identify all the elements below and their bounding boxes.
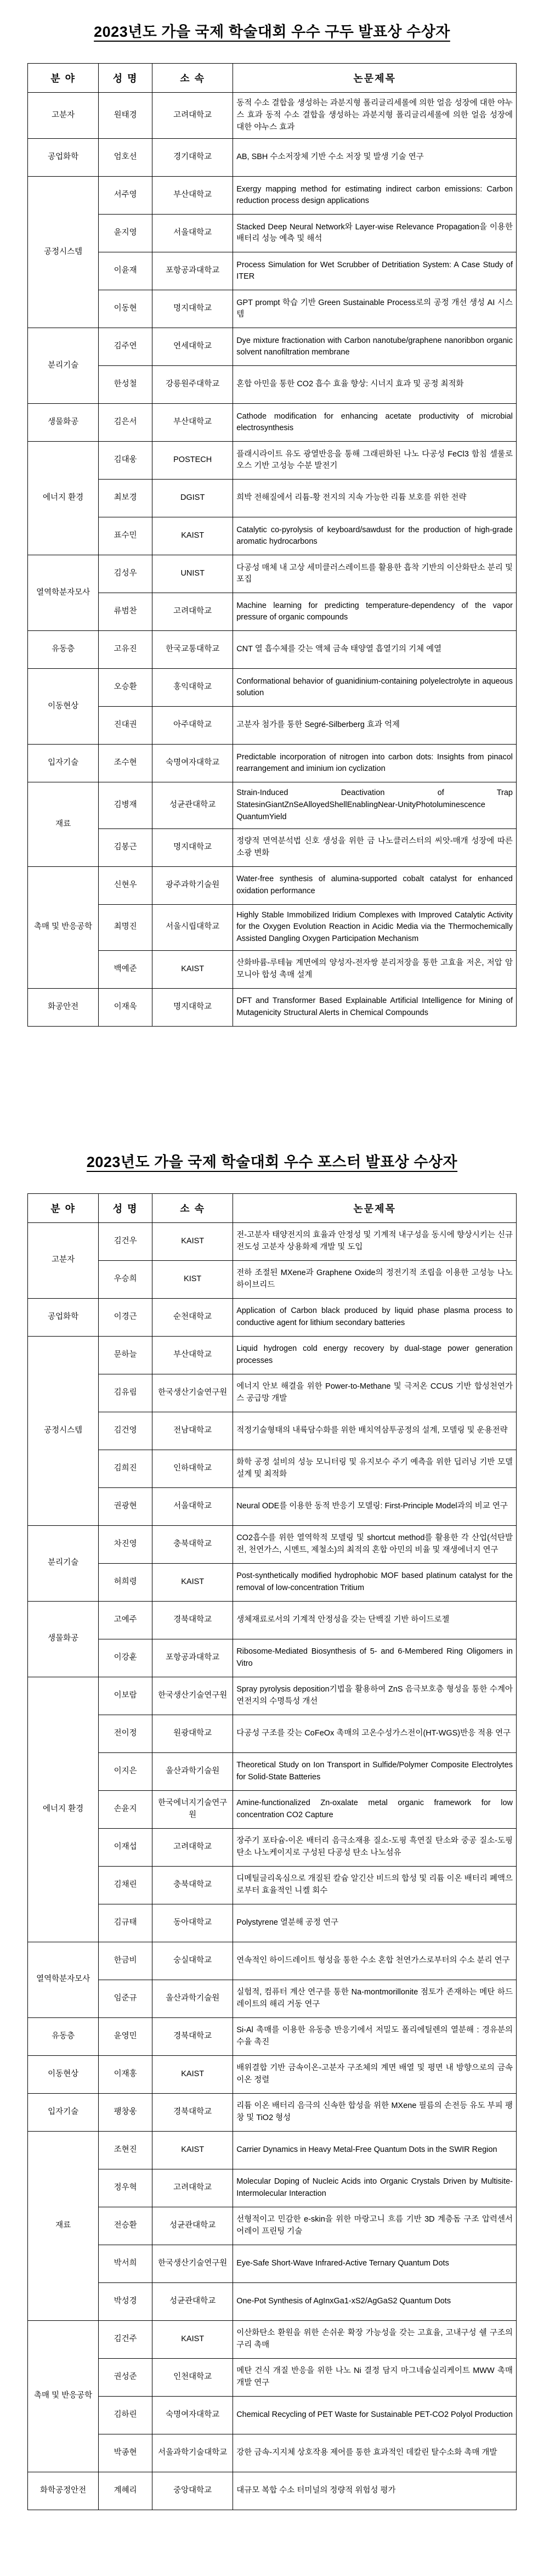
affiliation-cell: 동아대학교 [152,1904,233,1942]
name-cell: 엄호선 [99,139,152,177]
table-row [28,2358,517,2396]
paper-title-cell: Predictable incorporation of nitrogen into carbon dots: Insights from pinacol rearrangement and iminium ion cyclization [233,745,517,782]
affiliation-cell: KAIST [152,2320,233,2358]
name-cell: 이동현 [99,290,152,328]
affiliation-cell: 울산과학기술원 [152,1980,233,2017]
table-row [28,2169,517,2207]
affiliation-cell: 숙명여자대학교 [152,745,233,782]
affiliation-cell: 성균관대학교 [152,782,233,828]
paper-title-cell: CNT 열 흡수체를 갖는 액체 금속 태양열 흡열기의 기체 예열 [233,631,517,669]
table-row [28,1563,517,1601]
table-row [28,290,517,328]
table-row [28,2245,517,2282]
affiliation-cell: 경북대학교 [152,1601,233,1639]
affiliation-cell: 경기대학교 [152,139,233,177]
affiliation-cell: 숙명여자대학교 [152,2396,233,2434]
paper-title-cell: 산화바륨-루테늄 계면에의 양성자-전자쌍 분리저장을 통한 고효율 저온, 저압 암모니아 합성 촉매 설계 [233,950,517,988]
paper-title-cell: Cathode modification for enhancing acetate productivity of microbial electrosynthesis [233,404,517,442]
table-row [28,1412,517,1450]
column-header-field: 분 야 [28,64,99,93]
affiliation-cell: 포항공과대학교 [152,1639,233,1677]
name-cell: 이경근 [99,1298,152,1336]
table-row [28,593,517,631]
table-row [28,215,517,252]
paper-title-cell: 혼합 아민을 통한 CO2 흡수 효율 향상: 시너지 효과 및 공정 최적화 [233,366,517,404]
name-cell: 진대권 [99,707,152,745]
field-cell: 유동층 [28,631,99,669]
table-row [28,1752,517,1790]
oral-awards-title: 2023년도 가을 국제 학술대회 우수 구두 발표상 수상자 [94,24,450,40]
paper-title-cell: Process Simulation for Wet Scrubber of Detritiation System: A Case Study of ITER [233,252,517,290]
name-cell: 차진영 [99,1525,152,1563]
header-row [28,1193,517,1222]
affiliation-cell: 충북대학교 [152,1866,233,1904]
affiliation-cell: 인하대학교 [152,1450,233,1487]
paper-title-cell: Eye-Safe Short-Wave Infrared-Active Ternary Quantum Dots [233,2245,517,2282]
name-cell: 표수민 [99,517,152,555]
name-cell: 김채린 [99,1866,152,1904]
table-row [28,1980,517,2017]
paper-title-cell: Polystyrene 열분해 공정 연구 [233,1904,517,1942]
table-row [28,555,517,593]
field-cell: 공정시스템 [28,1336,99,1525]
table-row [28,139,517,177]
table-row [28,1336,517,1374]
affiliation-cell: KAIST [152,517,233,555]
field-cell: 이동현상 [28,2055,99,2093]
paper-title-cell: Theoretical Study on Ion Transport in Sulfide/Polymer Composite Electrolytes for Solid-State Batteries [233,1752,517,1790]
affiliation-cell: KAIST [152,2131,233,2169]
name-cell: 김유림 [99,1374,152,1412]
affiliation-cell: 원광대학교 [152,1715,233,1752]
paper-title-cell: Ribosome-Mediated Biosynthesis of 5- and 6-Membered Ring Oligomers in Vitro [233,1639,517,1677]
affiliation-cell: 아주대학교 [152,707,233,745]
table-row [28,1450,517,1487]
name-cell: 한성철 [99,366,152,404]
name-cell: 팽창웅 [99,2093,152,2131]
name-cell: 이지은 [99,1752,152,1790]
affiliation-cell: 울산과학기술원 [152,1752,233,1790]
name-cell: 이재섭 [99,1828,152,1866]
paper-title-cell: Conformational behavior of guanidinium-containing polyelectrolyte in aqueous solution [233,669,517,707]
table-row [28,1487,517,1525]
name-cell: 우승희 [99,1260,152,1298]
name-cell: 손윤지 [99,1790,152,1828]
table-row [28,866,517,904]
paper-title-cell: Application of Carbon black produced by liquid phase plasma process to conductive agent for lithium secondary batteries [233,1298,517,1336]
name-cell: 박성경 [99,2282,152,2320]
table-row [28,745,517,782]
table-row [28,404,517,442]
table-row [28,328,517,366]
name-cell: 정우혁 [99,2169,152,2207]
name-cell: 김성우 [99,555,152,593]
paper-title-cell: 선형적이고 민감한 e-skin을 위한 마랑고니 흐름 기반 3D 계층돔 구조 압력센서 어레이 프린팅 기술 [233,2207,517,2245]
table-row [28,1942,517,1980]
affiliation-cell: POSTECH [152,442,233,480]
paper-title-cell: 적정기술형태의 내륙담수화를 위한 배치역삼투공정의 설계, 모델링 및 운용전략 [233,1412,517,1450]
affiliation-cell: 숭실대학교 [152,1942,233,1980]
affiliation-cell: 명지대학교 [152,988,233,1026]
paper-title-cell: 연속적인 하이드레이트 형성을 통한 수소 혼합 천연가스로부터의 수소 분리 연구 [233,1942,517,1980]
affiliation-cell: 명지대학교 [152,828,233,866]
name-cell: 이재욱 [99,988,152,1026]
name-cell: 김주연 [99,328,152,366]
table-row [28,2017,517,2055]
header-row [28,64,517,93]
name-cell: 윤영민 [99,2017,152,2055]
table-row [28,252,517,290]
table-row [28,2055,517,2093]
table-row [28,2131,517,2169]
name-cell: 원태경 [99,93,152,139]
name-cell: 윤지영 [99,215,152,252]
affiliation-cell: 순천대학교 [152,1298,233,1336]
name-cell: 권광현 [99,1487,152,1525]
table-row [28,707,517,745]
affiliation-cell: 경북대학교 [152,2017,233,2055]
name-cell: 김건주 [99,2320,152,2358]
affiliation-cell: KAIST [152,1563,233,1601]
paper-title-cell: DFT and Transformer Based Explainable Artificial Intelligence for Mining of Mutagenicity Structural Alerts in Chemical Compounds [233,988,517,1026]
field-cell: 화학공정안전 [28,2472,99,2510]
paper-title-cell: 전하 조절된 MXene과 Graphene Oxide의 정전기적 조립을 이용한 고성능 나노 하이브리드 [233,1260,517,1298]
field-cell: 에너지 환경 [28,442,99,555]
column-header-name: 성 명 [99,64,152,93]
affiliation-cell: 부산대학교 [152,404,233,442]
table-row [28,1904,517,1942]
name-cell: 이재홍 [99,2055,152,2093]
column-header-paper: 논문제목 [233,1193,517,1222]
affiliation-cell: 부산대학교 [152,177,233,215]
affiliation-cell: 서울과학기술대학교 [152,2434,233,2472]
paper-title-cell: Post-synthetically modified hydrophobic MOF based platinum catalyst for the removal of low-concentration Tritium [233,1563,517,1601]
affiliation-cell: 인천대학교 [152,2358,233,2396]
affiliation-cell: 한국생산기술연구원 [152,1374,233,1412]
table-row [28,2396,517,2434]
table-row [28,1298,517,1336]
affiliation-cell: 한국생산기술연구원 [152,2245,233,2282]
name-cell: 신현우 [99,866,152,904]
name-cell: 조현진 [99,2131,152,2169]
affiliation-cell: 고려대학교 [152,1828,233,1866]
name-cell: 조수현 [99,745,152,782]
paper-title-cell: 다공성 매체 내 고상 세미클러스레이트를 활용한 흡착 기반의 이산화탄소 분리 및 포집 [233,555,517,593]
paper-title-cell: 정량적 면역분석법 신호 생성을 위한 금 나노클러스터의 씨앗-매개 성장에 따른 소광 변화 [233,828,517,866]
field-cell: 공업화학 [28,139,99,177]
affiliation-cell: 한국생산기술연구원 [152,1677,233,1715]
table-row [28,2434,517,2472]
name-cell: 김하린 [99,2396,152,2434]
paper-title-cell: 배위결합 기반 금속이온-고분자 구조체의 계면 배열 및 평면 내 방향으로의 금속이온 정렬 [233,2055,517,2093]
paper-title-cell: Neural ODE를 이용한 동적 반응기 모델링: First-Principle Model과의 비교 연구 [233,1487,517,1525]
paper-title-cell: CO2흡수를 위한 열역학적 모델링 및 shortcut method를 활용한 각 산업(석탄발전, 천연가스, 시멘트, 제철소)의 최적의 혼합 아민의 비율 및 재생에너지 연구 [233,1525,517,1563]
table-row [28,366,517,404]
field-cell: 고분자 [28,1222,99,1298]
paper-title-cell: 고분자 첨가를 통한 Segré-Silberberg 효과 억제 [233,707,517,745]
affiliation-cell: 전남대학교 [152,1412,233,1450]
affiliation-cell: 한국에너지기술연구원 [152,1790,233,1828]
paper-title-cell: 리튬 이온 배터리 음극의 신속한 합성을 위한 MXene 필름의 손전등 유도 부피 팽창 및 TiO2 형성 [233,2093,517,2131]
affiliation-cell: 고려대학교 [152,593,233,631]
affiliation-cell: 고려대학교 [152,2169,233,2207]
name-cell: 허희령 [99,1563,152,1601]
name-cell: 이강훈 [99,1639,152,1677]
name-cell: 전이정 [99,1715,152,1752]
table-row [28,1639,517,1677]
paper-title-cell: Molecular Doping of Nucleic Acids into Organic Crystals Driven by Multisite-Intermolecular Interaction [233,2169,517,2207]
paper-title-cell: 장주기 포타슘-이온 배터리 음극소재용 질소-도핑 흑연질 탄소와 중공 질소-도핑 탄소 나노케이지로 구성된 다공성 탄소 나노섬유 [233,1828,517,1866]
name-cell: 김건영 [99,1412,152,1450]
field-cell: 이동현상 [28,669,99,745]
field-cell: 분리기술 [28,328,99,404]
oral-awards-table [27,63,517,1027]
table-row [28,1790,517,1828]
poster-awards-title: 2023년도 가을 국제 학술대회 우수 포스터 발표상 수상자 [86,1153,458,1170]
paper-title-cell: AB, SBH 수소저장체 기반 수소 저장 및 발생 기술 연구 [233,139,517,177]
name-cell: 김은서 [99,404,152,442]
affiliation-cell: KIST [152,1260,233,1298]
field-cell: 고분자 [28,93,99,139]
name-cell: 오승환 [99,669,152,707]
affiliation-cell: UNIST [152,555,233,593]
name-cell: 김봉근 [99,828,152,866]
table-row [28,442,517,480]
table-row [28,904,517,950]
affiliation-cell: 서울시립대학교 [152,904,233,950]
affiliation-cell: KAIST [152,1222,233,1260]
field-cell: 화공안전 [28,988,99,1026]
field-cell: 입자기술 [28,2093,99,2131]
field-cell: 재료 [28,2131,99,2320]
field-cell: 유동층 [28,2017,99,2055]
table-row [28,2093,517,2131]
name-cell: 박서희 [99,2245,152,2282]
table-row [28,1715,517,1752]
affiliation-cell: 충북대학교 [152,1525,233,1563]
paper-title-cell: 디메틸글리옥심으로 개질된 칼슘 알긴산 비드의 합성 및 리튬 이온 배터리 폐액으로부터 효율적인 니켈 회수 [233,1866,517,1904]
field-cell: 재료 [28,782,99,866]
column-header-affiliation: 소 속 [152,64,233,93]
table-row [28,988,517,1026]
name-cell: 김희진 [99,1450,152,1487]
name-cell: 고유진 [99,631,152,669]
affiliation-cell: 연세대학교 [152,328,233,366]
paper-title-cell: Stacked Deep Neural Network와 Layer-wise Relevance Propagation을 이용한 배터리 성능 예측 및 해석 [233,215,517,252]
affiliation-cell: 광주과학기술원 [152,866,233,904]
field-cell: 열역학분자모사 [28,555,99,631]
name-cell: 박종현 [99,2434,152,2472]
table-row [28,1525,517,1563]
affiliation-cell: 한국교통대학교 [152,631,233,669]
name-cell: 한금비 [99,1942,152,1980]
paper-title-cell: Chemical Recycling of PET Waste for Sustainable PET-CO2 Polyol Production [233,2396,517,2434]
paper-title-cell: 화학 공정 설비의 성능 모니터링 및 유지보수 주기 예측을 위한 딥러닝 기반 모델 설계 및 최적화 [233,1450,517,1487]
paper-title-cell: 에너지 안보 해결을 위한 Power-to-Methane 및 극저온 CCUS 기반 합성천연가스 공급망 개발 [233,1374,517,1412]
table-row [28,2472,517,2510]
affiliation-cell: KAIST [152,950,233,988]
paper-title-cell: Dye mixture fractionation with Carbon nanotube/graphene nanoribbon organic solvent nanofiltration membrane [233,328,517,366]
affiliation-cell: DGIST [152,480,233,517]
table-row [28,480,517,517]
paper-title-cell: Amine-functionalized Zn-oxalate metal organic framework for low concentration CO2 Capture [233,1790,517,1828]
table-row [28,631,517,669]
affiliation-cell: 중앙대학교 [152,2472,233,2510]
name-cell: 문하늘 [99,1336,152,1374]
table-row [28,1260,517,1298]
paper-title-cell: 동적 수소 결합을 생성하는 과분지형 폴리글리세롤에 의한 얼음 성장에 대한 야누스 효과 동적 수소 결합을 생성하는 과분지형 폴리글리세롤에 의한 얼음 성장에 대한 야누스 효과 [233,93,517,139]
field-cell: 에너지 환경 [28,1677,99,1942]
affiliation-cell: 명지대학교 [152,290,233,328]
name-cell: 이보람 [99,1677,152,1715]
paper-title-cell: Highly Stable Immobilized Iridium Complexes with Improved Catalytic Activity for the Oxygen Evolution Reaction in Acidic Media via the Thermochemically Assisted Dangling Oxygen Participation Mechanism [233,904,517,950]
field-cell: 입자기술 [28,745,99,782]
table-row [28,828,517,866]
paper-title-cell: 대규모 복합 수소 터미널의 정량적 위험성 평가 [233,2472,517,2510]
table-row [28,517,517,555]
name-cell: 권성준 [99,2358,152,2396]
paper-title-cell: 플래시라이트 유도 광열반응을 통해 그래핀화된 나노 다공성 FeCl3 함침 셀룰로오스 기반 고성능 수분 발전기 [233,442,517,480]
oral-awards-section [27,20,517,1027]
table-row [28,93,517,139]
column-header-affiliation: 소 속 [152,1193,233,1222]
table-row [28,1601,517,1639]
affiliation-cell: 경북대학교 [152,2093,233,2131]
name-cell: 계혜리 [99,2472,152,2510]
name-cell: 백예준 [99,950,152,988]
paper-title-cell: 생체재료로서의 기계적 안정성을 갖는 단백질 기반 하이드로젤 [233,1601,517,1639]
field-cell: 열역학분자모사 [28,1942,99,2017]
poster-awards-table [27,1193,517,2510]
column-header-field: 분 야 [28,1193,99,1222]
table-row [28,1677,517,1715]
paper-title-cell: 이산화탄소 환원을 위한 손쉬운 확장 가능성을 갖는 고효율, 고내구성 쉘 구조의 구리 촉매 [233,2320,517,2358]
affiliation-cell: 홍익대학교 [152,669,233,707]
paper-title-cell: Water-free synthesis of alumina-supported cobalt catalyst for enhanced oxidation performance [233,866,517,904]
name-cell: 최보경 [99,480,152,517]
table-row [28,177,517,215]
name-cell: 고예주 [99,1601,152,1639]
affiliation-cell: 서울대학교 [152,215,233,252]
paper-title-cell: Liquid hydrogen cold energy recovery by dual-stage power generation processes [233,1336,517,1374]
name-cell: 류범찬 [99,593,152,631]
table-row [28,1828,517,1866]
table-row [28,2282,517,2320]
affiliation-cell: 고려대학교 [152,93,233,139]
paper-title-cell: Spray pyrolysis deposition기법을 활용하여 ZnS 음극보호층 형성을 통한 수계아연전지의 수명특성 개선 [233,1677,517,1715]
paper-title-cell: 메탄 건식 개질 반응을 위한 나노 Ni 결정 담지 마그네슘실리케이트 MWW 촉매 개발 연구 [233,2358,517,2396]
poster-awards-section [27,1150,517,2510]
paper-title-cell: 다공성 구조를 갖는 CoFeOx 촉매의 고온수성가스전이(HT-WGS)반응 적용 연구 [233,1715,517,1752]
name-cell: 김건우 [99,1222,152,1260]
name-cell: 최명진 [99,904,152,950]
field-cell: 생물화공 [28,1601,99,1677]
column-header-paper: 논문제목 [233,64,517,93]
paper-title-cell: Catalytic co-pyrolysis of keyboard/sawdust for the production of high-grade aromatic hydrocarbons [233,517,517,555]
name-cell: 이윤재 [99,252,152,290]
table-row [28,1222,517,1260]
affiliation-cell: 성균관대학교 [152,2207,233,2245]
paper-title-cell: Carrier Dynamics in Heavy Metal-Free Quantum Dots in the SWIR Region [233,2131,517,2169]
name-cell: 전승환 [99,2207,152,2245]
affiliation-cell: KAIST [152,2055,233,2093]
field-cell: 생물화공 [28,404,99,442]
name-cell: 서주영 [99,177,152,215]
paper-title-cell: GPT prompt 학습 기반 Green Sustainable Process로의 공정 개선 생성 AI 시스템 [233,290,517,328]
paper-title-cell: 희박 전해질에서 리튬-황 전지의 지속 가능한 리튬 보호를 위한 전략 [233,480,517,517]
table-row [28,2320,517,2358]
paper-title-cell: 강한 금속-지지체 상호작용 제어를 통한 효과적인 데칼린 탈수소화 촉매 개발 [233,2434,517,2472]
paper-title-cell: 실험적, 컴퓨터 계산 연구를 통한 Na-montmorillonite 점토가 존재하는 메탄 하드레이트의 해리 거동 연구 [233,1980,517,2017]
field-cell: 공업화학 [28,1298,99,1336]
field-cell: 분리기술 [28,1525,99,1601]
paper-title-cell: Strain-Induced Deactivation of Trap StatesinGiantZnSeAlloyedShellEnablingNear-UnityPhotoluminescence QuantumYield [233,782,517,828]
table-row [28,2207,517,2245]
paper-title-cell: One-Pot Synthesis of AgInxGa1-xS2/AgGaS2 Quantum Dots [233,2282,517,2320]
table-row [28,669,517,707]
column-header-name: 성 명 [99,1193,152,1222]
paper-title-cell: Machine learning for predicting temperature-dependency of the vapor pressure of organic compounds [233,593,517,631]
table-row [28,1374,517,1412]
field-cell: 촉매 및 반응공학 [28,866,99,988]
name-cell: 김규태 [99,1904,152,1942]
paper-title-cell: 전-고분자 태양전지의 효율과 안정성 및 기계적 내구성을 동시에 향상시키는 신규 전도성 고분자 상용화제 개발 및 도입 [233,1222,517,1260]
table-row [28,1866,517,1904]
name-cell: 김대웅 [99,442,152,480]
affiliation-cell: 포항공과대학교 [152,252,233,290]
table-row [28,950,517,988]
table-row [28,782,517,828]
field-cell: 촉매 및 반응공학 [28,2320,99,2472]
name-cell: 김병재 [99,782,152,828]
affiliation-cell: 성균관대학교 [152,2282,233,2320]
name-cell: 임준규 [99,1980,152,2017]
field-cell: 공정시스템 [28,177,99,328]
paper-title-cell: Si-Al 촉매를 이용한 유동층 반응기에서 저밀도 폴리에틸렌의 열분해 : 경유분의 수율 촉진 [233,2017,517,2055]
affiliation-cell: 서울대학교 [152,1487,233,1525]
affiliation-cell: 강릉원주대학교 [152,366,233,404]
affiliation-cell: 부산대학교 [152,1336,233,1374]
paper-title-cell: Exergy mapping method for estimating indirect carbon emissions: Carbon reduction process design applications [233,177,517,215]
